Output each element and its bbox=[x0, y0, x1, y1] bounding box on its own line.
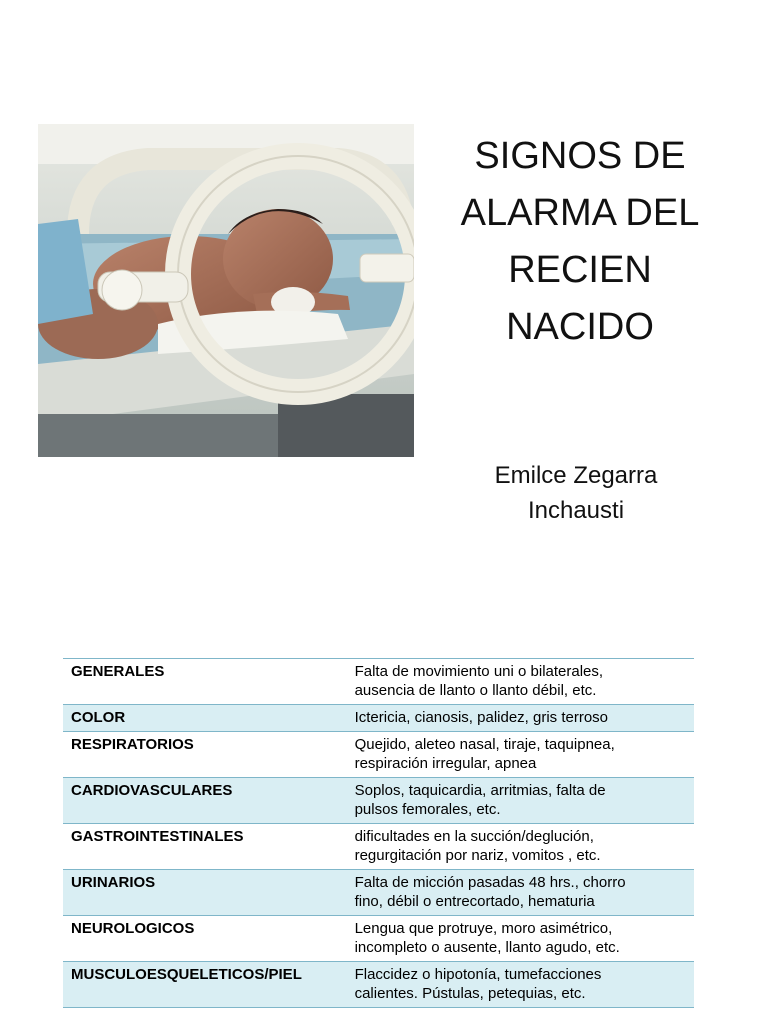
category-cell: GASTROINTESTINALES bbox=[63, 824, 347, 870]
description-line: Falta de micción pasadas 48 hrs., chorro bbox=[354, 874, 626, 891]
category-cell: RESPIRATORIOS bbox=[63, 732, 347, 778]
description-line: Soplos, taquicardia, arritmias, falta de bbox=[354, 782, 606, 799]
table-row bbox=[63, 778, 694, 824]
category-cell: NEUROLOGICOS bbox=[63, 916, 347, 962]
table-row bbox=[63, 824, 694, 870]
category-cell: COLOR bbox=[63, 705, 347, 732]
table-row bbox=[63, 732, 694, 778]
title-line: RECIEN bbox=[508, 249, 652, 291]
table-row bbox=[63, 962, 694, 1008]
table-row bbox=[63, 870, 694, 916]
description-line: Flaccidez o hipotonía, tumefacciones bbox=[354, 966, 602, 983]
description-line: regurgitación por nariz, vomitos , etc. bbox=[354, 847, 601, 864]
description-line: fino, débil o entrecortado, hematuria bbox=[354, 893, 595, 910]
description-line: dificultades en la succión/deglución, bbox=[354, 828, 594, 845]
description-line: Quejido, aleteo nasal, tiraje, taquipnea, bbox=[354, 736, 615, 753]
description-line: incompleto o ausente, llanto agudo, etc. bbox=[354, 939, 620, 956]
author-name bbox=[440, 458, 712, 528]
category-cell: MUSCULOESQUELETICOS/PIEL bbox=[63, 962, 347, 1008]
description-cell bbox=[347, 705, 694, 732]
description-cell bbox=[347, 659, 694, 705]
description-line: ausencia de llanto o llanto débil, etc. bbox=[354, 682, 597, 699]
description-cell bbox=[347, 732, 694, 778]
newborn-incubator-photo bbox=[38, 124, 414, 457]
table-row bbox=[63, 705, 694, 732]
category-cell: CARDIOVASCULARES bbox=[63, 778, 347, 824]
description-cell bbox=[347, 824, 694, 870]
description-line: Ictericia, cianosis, palidez, gris terroso bbox=[354, 709, 609, 726]
warning-signs-table bbox=[63, 658, 694, 1008]
description-cell bbox=[347, 778, 694, 824]
description-cell bbox=[347, 962, 694, 1008]
table-row bbox=[63, 916, 694, 962]
description-line: Lengua que protruye, moro asimétrico, bbox=[354, 920, 613, 937]
description-cell bbox=[347, 916, 694, 962]
title-line: ALARMA DEL bbox=[460, 192, 700, 234]
description-line: respiración irregular, apnea bbox=[354, 755, 537, 772]
title-line: SIGNOS DE bbox=[474, 135, 686, 177]
description-line: pulsos femorales, etc. bbox=[354, 801, 501, 818]
title-line: NACIDO bbox=[506, 306, 654, 348]
slide-title bbox=[430, 128, 730, 356]
author-line: Emilce Zegarra bbox=[494, 462, 658, 489]
description-line: Falta de movimiento uni o bilaterales, bbox=[354, 663, 604, 680]
description-cell bbox=[347, 870, 694, 916]
category-cell: URINARIOS bbox=[63, 870, 347, 916]
category-cell: GENERALES bbox=[63, 659, 347, 705]
table-row bbox=[63, 659, 694, 705]
description-line: calientes. Pústulas, petequias, etc. bbox=[354, 985, 586, 1002]
author-line: Inchausti bbox=[527, 497, 625, 524]
